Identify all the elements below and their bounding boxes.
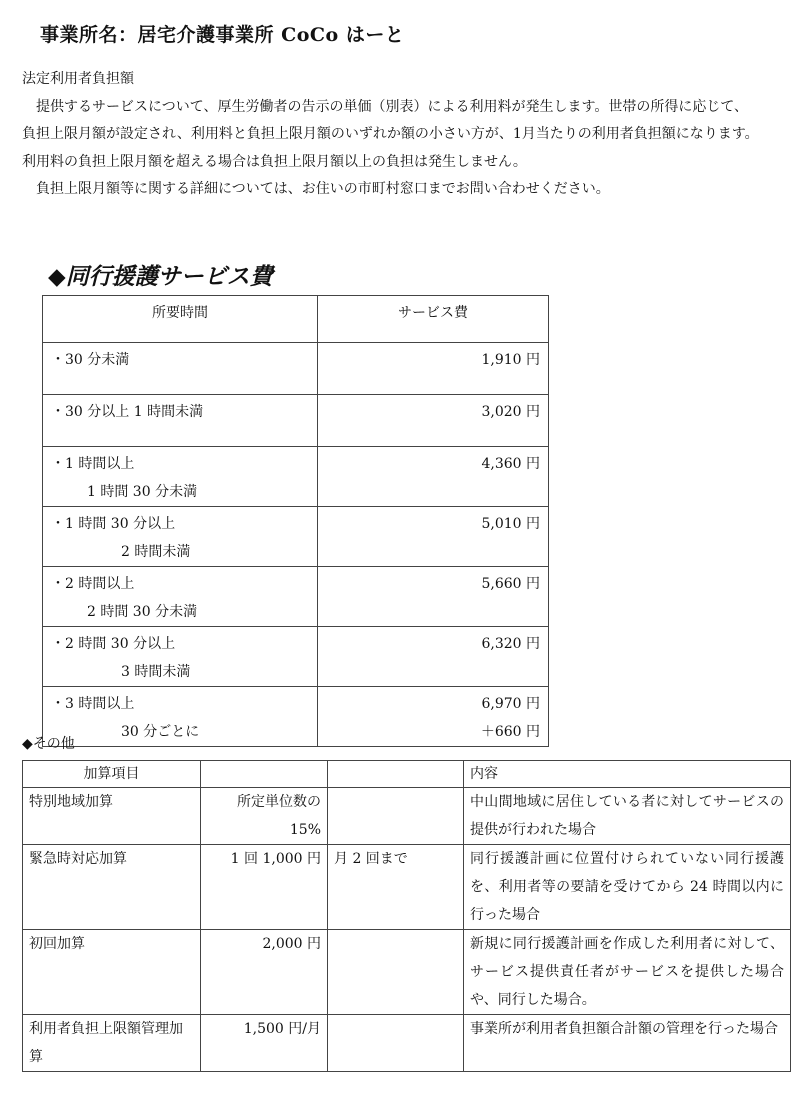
- other-item-cell: 利用者負担上限額管理加算: [23, 1015, 201, 1072]
- fee-duration-line1: ・1 時間以上: [51, 456, 135, 472]
- other-limit-cell: [328, 930, 464, 1015]
- other-amount-cell: 2,000 円: [201, 930, 328, 1015]
- fee-duration-line2: 1 時間 30 分未満: [87, 484, 198, 500]
- fee-duration-line2: 2 時間未満: [121, 544, 191, 560]
- fee-header-duration: 所要時間: [43, 296, 318, 343]
- intro-paragraph-1: 提供するサービスについて、厚生労働者の告示の単価（別表）による利用料が発生します。世帯の所得に応じて、負担上限月額が設定され、利用料と負担上限月額のいずれか額の小さい方が、1月当たりの利用者負担額になります。利用料の負担上限月額を超える場合は負担上限月額以上の負担は発生しません。: [22, 98, 759, 170]
- fee-price-cell: [318, 567, 549, 627]
- fee-header-price: サービス費: [318, 296, 549, 343]
- fee-table-row: [43, 507, 549, 567]
- fee-duration-cell: [43, 687, 318, 747]
- other-content-cell: 新規に同行援護計画を作成した利用者に対して、サービス提供責任者がサービスを提供した場合や、同行した場合。: [464, 930, 791, 1015]
- fee-price: 6,970 円: [481, 696, 540, 712]
- other-amount-cell: 1 回 1,000 円: [201, 845, 328, 930]
- fee-table-row: [43, 447, 549, 507]
- fee-table-row: [43, 567, 549, 627]
- other-limit-cell: 月 2 回まで: [328, 845, 464, 930]
- fee-duration-line2: 3 時間未満: [121, 664, 191, 680]
- other-fees-table: [22, 760, 791, 1072]
- fee-price-cell: [318, 687, 549, 747]
- fee-price-additional: ＋660 円: [480, 724, 540, 740]
- other-item-cell: 初回加算: [23, 930, 201, 1015]
- other-content-cell: 事業所が利用者負担額合計額の管理を行った場合: [464, 1015, 791, 1072]
- fee-table-row: [43, 343, 549, 395]
- fee-duration-line1: ・30 分未満: [51, 352, 130, 368]
- office-name-title: 事業所名：居宅介護事業所 CoCo はーと: [40, 24, 405, 46]
- fee-duration-cell: [43, 567, 318, 627]
- fee-price-cell: [318, 343, 549, 395]
- fee-duration-cell: [43, 395, 318, 447]
- intro-heading: 法定利用者負担額: [22, 71, 134, 87]
- fee-duration-line1: ・30 分以上 1 時間未満: [51, 404, 204, 420]
- other-table-header-row: [23, 761, 791, 788]
- intro-section: [22, 66, 762, 204]
- fee-table-row: [43, 395, 549, 447]
- fee-price-cell: [318, 447, 549, 507]
- fee-duration-cell: [43, 507, 318, 567]
- other-limit-cell: [328, 788, 464, 845]
- fee-price: 4,360 円: [481, 456, 540, 472]
- fee-duration-cell: [43, 627, 318, 687]
- other-section-title: ◆その他: [22, 736, 75, 752]
- fee-price-cell: [318, 395, 549, 447]
- fee-duration-line1: ・1 時間 30 分以上: [51, 516, 176, 532]
- fee-duration-cell: [43, 447, 318, 507]
- other-header-limit: [328, 761, 464, 788]
- other-header-content: 内容: [464, 761, 791, 788]
- other-content-cell: 同行援護計画に位置付けられていない同行援護を、利用者等の要請を受けてから 24 時間以内に行った場合: [464, 845, 791, 930]
- other-table-row: [23, 930, 791, 1015]
- other-content-cell: 中山間地域に居住している者に対してサービスの提供が行われた場合: [464, 788, 791, 845]
- other-limit-cell: [328, 1015, 464, 1072]
- fee-duration-line1: ・2 時間以上: [51, 576, 135, 592]
- fee-price-cell: [318, 627, 549, 687]
- other-table-row: [23, 845, 791, 930]
- other-amount-cell: 1,500 円/月: [201, 1015, 328, 1072]
- service-fee-section-title: ◆同行援護サービス費: [48, 263, 273, 290]
- fee-duration-line1: ・2 時間 30 分以上: [51, 636, 176, 652]
- fee-table-row: [43, 687, 549, 747]
- fee-price: 5,660 円: [481, 576, 540, 592]
- fee-duration-line2: 30 分ごとに: [121, 724, 200, 740]
- fee-duration-cell: [43, 343, 318, 395]
- other-item-cell: 緊急時対応加算: [23, 845, 201, 930]
- fee-table-header-row: [43, 296, 549, 343]
- fee-price: 6,320 円: [481, 636, 540, 652]
- other-header-amount: [201, 761, 328, 788]
- other-table-row: [23, 1015, 791, 1072]
- other-item-cell: 特別地域加算: [23, 788, 201, 845]
- other-amount-cell: 所定単位数の 15%: [201, 788, 328, 845]
- fee-table-row: [43, 627, 549, 687]
- other-table-row: [23, 788, 791, 845]
- fee-duration-line1: ・3 時間以上: [51, 696, 135, 712]
- service-fee-table: [42, 295, 549, 747]
- fee-price: 3,020 円: [481, 404, 540, 420]
- fee-price: 1,910 円: [481, 352, 540, 368]
- other-header-item: 加算項目: [23, 761, 201, 788]
- fee-duration-line2: 2 時間 30 分未満: [87, 604, 198, 620]
- fee-price: 5,010 円: [481, 516, 540, 532]
- intro-paragraph-2: 負担上限月額等に関する詳細については、お住いの市町村窓口までお問い合わせください。: [36, 181, 610, 197]
- fee-price-cell: [318, 507, 549, 567]
